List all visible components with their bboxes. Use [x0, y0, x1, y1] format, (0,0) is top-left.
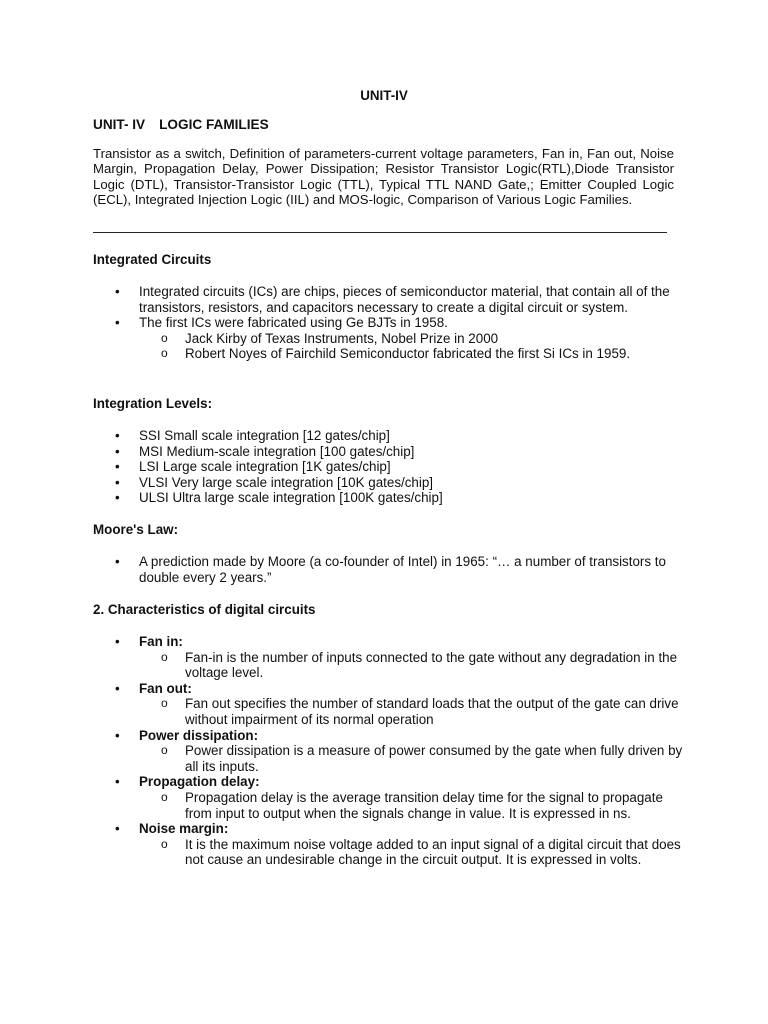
- characteristics-list: [93, 634, 683, 868]
- ic-sub-list: [139, 331, 683, 362]
- unit-heading-topic: LOGIC FAMILIES: [159, 117, 269, 132]
- definition-text: Power dissipation is a measure of power consumed by the gate when fully driven by all its inputs.: [185, 743, 683, 774]
- list-item: [93, 428, 683, 444]
- list-item: [93, 554, 683, 585]
- section-heading-characteristics: 2. Characteristics of digital circuits: [93, 602, 316, 617]
- level-text: SSI Small scale integration [12 gates/chip]: [139, 428, 390, 443]
- unit-heading: [93, 117, 269, 133]
- ic-sub-text: Robert Noyes of Fairchild Semiconductor fabricated the first Si ICs in 1959.: [185, 346, 631, 362]
- list-item: [93, 490, 683, 506]
- sub-list-item: [139, 650, 683, 681]
- section-heading-integration-levels: Integration Levels:: [93, 396, 213, 411]
- ic-item-text: Integrated circuits (ICs) are chips, pieces of semiconductor material, that contain all of the transistors, resistors, and capacitors necessary to create a digital circuit or system.: [139, 284, 670, 315]
- sub-list-item: [139, 346, 683, 362]
- section-heading-moores-law: Moore's Law:: [93, 522, 179, 537]
- list-item: [93, 821, 683, 868]
- separator-rule: [93, 232, 667, 233]
- list-item: [93, 444, 683, 460]
- noise-margin-sub-list: [139, 837, 683, 868]
- definition-text: Propagation delay is the average transition delay time for the signal to propagate from input to output when the signals change in value. It is expressed in ns.: [185, 789, 663, 821]
- level-text: LSI Large scale integration [1K gates/chip]: [139, 459, 391, 475]
- sub-list-item: [139, 837, 683, 868]
- ic-item-text: The first ICs were fabricated using Ge BJTs in 1958.: [139, 315, 448, 331]
- list-item: [93, 284, 683, 315]
- unit-title: UNIT-IV: [360, 88, 408, 103]
- levels-list: [93, 428, 683, 506]
- ic-list: [93, 284, 683, 362]
- definition-text: It is the maximum noise voltage added to an input signal of a digital circuit that does not cause an undesirable change in the circuit output. It is expressed in volts.: [185, 836, 681, 868]
- list-item: [93, 475, 683, 491]
- sub-list-item: [139, 790, 683, 821]
- definition-text: Fan-in is the number of inputs connected to the gate without any degradation in the voltage level.: [185, 649, 678, 681]
- term-fan-in: Fan in:: [139, 634, 183, 649]
- level-text: MSI Medium-scale integration [100 gates/chip]: [139, 443, 415, 459]
- list-item: [93, 681, 683, 728]
- sub-list-item: [139, 743, 683, 774]
- term-propagation-delay: Propagation delay:: [139, 774, 260, 790]
- moore-text: A prediction made by Moore (a co-founder of Intel) in 1965: “… a number of transistors to double every 2 years.”: [139, 554, 666, 585]
- level-text: ULSI Ultra large scale integration [100K gates/chip]: [139, 490, 443, 506]
- syllabus-paragraph: Transistor as a switch, Definition of parameters-current voltage parameters, Fan in, Fan out, Noise Margin, Propagation Delay, Power Dissipation; Resistor Transistor Logic(RTL),Diode Transistor Logic (DTL), Transistor-Transistor Logic (TTL), Typical TTL NAND Gate,; Emitter Coupled Logic (ECL), Integrated Injection Logic (IIL) and MOS-logic, Comparison of Various Logic Families.: [93, 146, 674, 208]
- term-noise-margin: Noise margin:: [139, 821, 229, 837]
- fan-in-sub-list: [139, 650, 683, 681]
- term-power-dissipation: Power dissipation:: [139, 727, 259, 743]
- list-item: [93, 774, 683, 821]
- section-heading-integrated-circuits: Integrated Circuits: [93, 252, 212, 267]
- propagation-delay-sub-list: [139, 790, 683, 821]
- unit-heading-number: UNIT- IV: [93, 117, 146, 132]
- list-item: [93, 459, 683, 475]
- ic-sub-text: Jack Kirby of Texas Instruments, Nobel Prize in 2000: [185, 330, 499, 346]
- power-dissipation-sub-list: [139, 743, 683, 774]
- list-item: [93, 634, 683, 681]
- sub-list-item: [139, 696, 683, 727]
- definition-text: Fan out specifies the number of standard loads that the output of the gate can drive without impairment of its normal operation: [185, 696, 679, 727]
- moore-list: [93, 554, 683, 585]
- term-fan-out: Fan out:: [139, 680, 192, 696]
- fan-out-sub-list: [139, 696, 683, 727]
- list-item: [93, 315, 683, 362]
- sub-list-item: [139, 331, 683, 347]
- list-item: [93, 728, 683, 775]
- level-text: VLSI Very large scale integration [10K gates/chip]: [139, 474, 434, 490]
